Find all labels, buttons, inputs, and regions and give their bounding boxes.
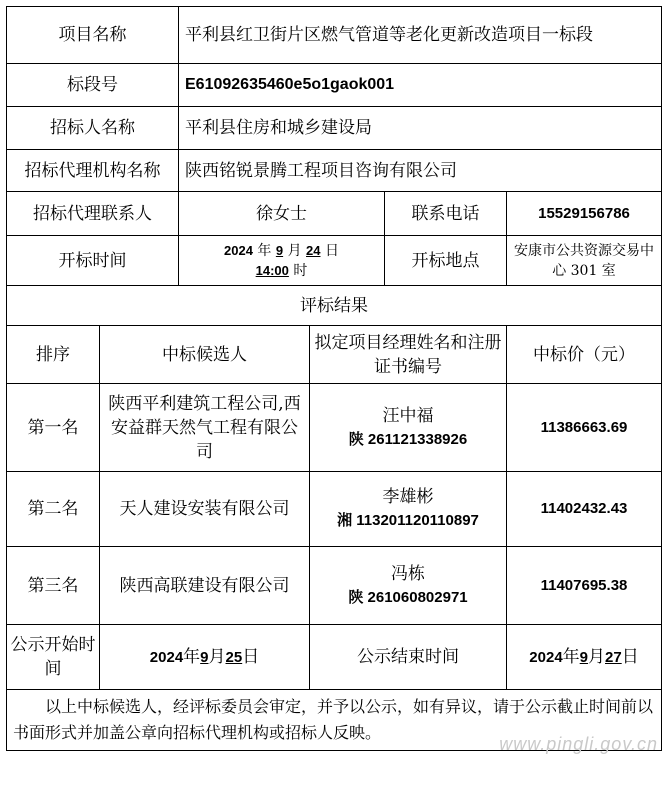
price-cell: 11407695.38 [507, 547, 662, 625]
publicity-start-date [100, 625, 310, 690]
notice-text: 以上中标候选人，经评标委员会审定，并予以公示，如有异议，请于公示截止时间前以书面形式并加盖公章向招标代理机构或招标人反映。 [7, 690, 662, 751]
start-day-unit: 日 [242, 646, 260, 667]
results-title: 评标结果 [7, 286, 662, 326]
opening-label: 开标时间 [7, 236, 179, 286]
results-title-row [7, 286, 662, 326]
opening-clock: 14:00 [255, 262, 289, 278]
agency-row [7, 150, 662, 192]
contact-label: 招标代理联系人 [7, 192, 179, 236]
start-day: 25 [225, 648, 243, 666]
section-label: 标段号 [7, 64, 179, 107]
candidate-cell: 陕西平利建筑工程公司,西安益群天然气工程有限公司 [100, 384, 310, 472]
opening-row [7, 236, 662, 286]
table-row [7, 547, 662, 625]
opening-time [179, 236, 385, 286]
notice-row [7, 690, 662, 751]
rank-cell: 第三名 [7, 547, 100, 625]
project-row [7, 7, 662, 64]
opening-time-unit: 时 [293, 262, 308, 279]
rank-cell: 第一名 [7, 384, 100, 472]
end-day: 27 [605, 648, 622, 666]
manager-cert: 陕 261060802971 [348, 588, 468, 606]
phone-number: 15529156786 [507, 192, 662, 236]
end-year: 2024 [529, 648, 563, 666]
contact-person: 徐女士 [179, 192, 385, 236]
contact-row [7, 192, 662, 236]
project-label: 项目名称 [7, 7, 179, 64]
end-month-unit: 月 [588, 646, 606, 667]
opening-day: 24 [306, 242, 321, 258]
agency-name: 陕西铭锐景腾工程项目咨询有限公司 [179, 150, 662, 192]
phone-label: 联系电话 [385, 192, 507, 236]
table-row [7, 472, 662, 547]
tenderer-row [7, 107, 662, 150]
bid-result-table [6, 6, 661, 751]
candidate-cell: 天人建设安装有限公司 [100, 472, 310, 547]
opening-day-unit: 日 [324, 242, 339, 259]
table-row [7, 384, 662, 472]
manager-cell [310, 384, 507, 472]
header-rank: 排序 [7, 326, 100, 384]
manager-name: 李雄彬 [382, 487, 434, 507]
opening-place: 安康市公共资源交易中心 301 室 [507, 236, 662, 286]
place-label: 开标地点 [385, 236, 507, 286]
publicity-end-date [507, 625, 662, 690]
tenderer-name: 平利县住房和城乡建设局 [179, 107, 662, 150]
manager-cert: 湘 113201120110897 [337, 512, 479, 529]
opening-month: 9 [275, 242, 284, 258]
publicity-end-label: 公示结束时间 [310, 625, 507, 690]
manager-cell [310, 472, 507, 547]
start-year-unit: 年 [183, 646, 201, 667]
publicity-start-label: 公示开始时间 [7, 625, 100, 690]
opening-month-unit: 月 [287, 242, 302, 259]
header-price: 中标价（元） [507, 326, 662, 384]
project-name: 平利县红卫街片区燃气管道等老化更新改造项目一标段 [179, 7, 662, 64]
price-cell: 11402432.43 [507, 472, 662, 547]
rank-cell: 第二名 [7, 472, 100, 547]
start-year: 2024 [149, 648, 184, 666]
header-candidate: 中标候选人 [100, 326, 310, 384]
site-watermark: www.pingli.gov.cn [499, 734, 658, 754]
section-number: E61092635460e5o1gaok001 [179, 64, 662, 107]
end-month: 9 [579, 648, 589, 666]
opening-year-unit: 年 [257, 242, 272, 259]
end-year-unit: 年 [562, 646, 580, 667]
tenderer-label: 招标人名称 [7, 107, 179, 150]
start-month-unit: 月 [208, 646, 226, 667]
start-month: 9 [200, 648, 209, 666]
results-header-row [7, 326, 662, 384]
manager-name: 冯栋 [391, 563, 425, 584]
price-cell: 11386663.69 [507, 384, 662, 472]
header-manager: 拟定项目经理姓名和注册证书编号 [310, 326, 507, 384]
agency-label: 招标代理机构名称 [7, 150, 179, 192]
candidate-cell: 陕西高联建设有限公司 [100, 547, 310, 625]
manager-cert: 陕 261121338926 [348, 430, 468, 448]
publicity-row [7, 625, 662, 690]
section-row [7, 64, 662, 107]
manager-cell [310, 547, 507, 625]
end-day-unit: 日 [621, 646, 639, 667]
opening-year: 2024 [224, 242, 253, 258]
manager-name: 汪中福 [382, 405, 434, 426]
